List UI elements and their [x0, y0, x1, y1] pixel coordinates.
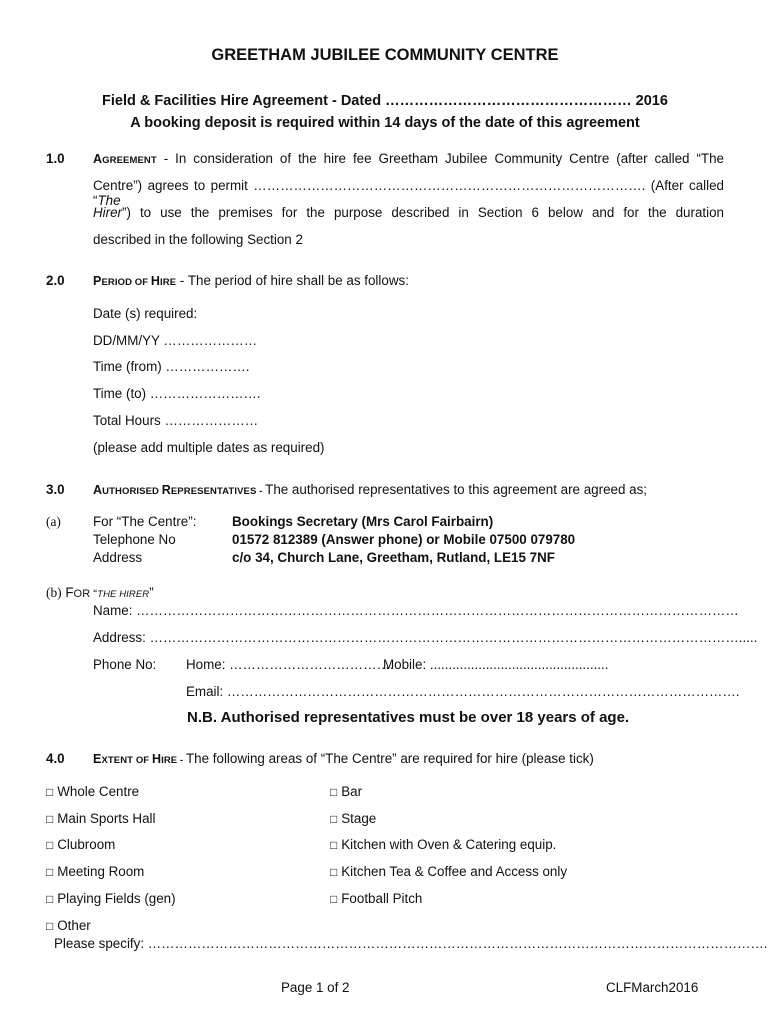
section-4-number: 4.0 — [46, 751, 65, 766]
section-4-intro: EXTENT OF HIRE - The following areas of “The Centre” are required for hire (please tick) — [93, 751, 594, 766]
option-main-sports-hall[interactable]: □ Main Sports Hall — [46, 811, 156, 826]
checkbox-icon[interactable]: □ — [330, 892, 338, 906]
section-1-line-3: Hirer”) to use the premises for the purpose described in Section 6 below and for the duration — [93, 205, 724, 220]
option-bar[interactable]: □ Bar — [330, 784, 363, 799]
document-code: CLFMarch2016 — [606, 980, 699, 995]
centre-contact-name: Bookings Secretary (Mrs Carol Fairbairn) — [232, 514, 494, 529]
total-hours-field[interactable]: Total Hours ………………… — [93, 413, 259, 428]
hirer-name-field[interactable]: Name: ……………………………………………………………………………………………………………………… — [93, 603, 739, 618]
agreement-subtitle: Field & Facilities Hire Agreement - Dated …………………………………………… 2016 — [102, 93, 668, 109]
checkbox-icon[interactable]: □ — [46, 785, 54, 799]
document-title: GREETHAM JUBILEE COMMUNITY CENTRE — [211, 46, 559, 64]
telephone-label: Telephone No — [93, 532, 176, 547]
age-requirement-note: N.B. Authorised representatives must be over 18 years of age. — [187, 709, 630, 726]
time-to-field[interactable]: Time (to) ……………………. — [93, 386, 261, 401]
section-1-line-1: AGREEMENT - In consideration of the hire fee Greetham Jubilee Community Centre (after called “The — [93, 151, 724, 166]
section-1-number: 1.0 — [46, 151, 65, 166]
checkbox-icon[interactable]: □ — [330, 785, 338, 799]
option-playing-fields[interactable]: □ Playing Fields (gen) — [46, 891, 176, 906]
time-from-field[interactable]: Time (from) ………………. — [93, 359, 250, 374]
checkbox-icon[interactable]: □ — [46, 838, 54, 852]
section-1-heading: AGREEMENT — [93, 152, 157, 166]
for-centre-label: For “The Centre”: — [93, 514, 197, 529]
checkbox-icon[interactable]: □ — [46, 865, 54, 879]
phone-label: Phone No: — [93, 657, 157, 672]
checkbox-icon[interactable]: □ — [330, 865, 338, 879]
checkbox-icon[interactable]: □ — [46, 892, 54, 906]
option-whole-centre[interactable]: □ Whole Centre — [46, 784, 140, 799]
section-2-intro: PERIOD OF HIRE - The period of hire shall be as follows: — [93, 273, 409, 288]
other-specify-field[interactable]: Please specify: …………………………………………………………………………………………………………………………. — [54, 936, 768, 951]
hirer-home-phone-field[interactable]: Home: ………………………………. — [186, 657, 394, 672]
option-kitchen-oven-catering[interactable]: □ Kitchen with Oven & Catering equip. — [330, 837, 557, 852]
section-3-heading: AUTHORISED REPRESENTATIVES - — [93, 483, 266, 497]
for-hirer-heading: (b) FOR “THE HIRER” — [46, 585, 154, 600]
item-a-label: (a) — [46, 514, 61, 529]
option-meeting-room[interactable]: □ Meeting Room — [46, 864, 145, 879]
multiple-dates-note: (please add multiple dates as required) — [93, 440, 325, 455]
option-other[interactable]: □ Other — [46, 918, 91, 933]
address-label: Address — [93, 550, 143, 565]
option-football-pitch[interactable]: □ Football Pitch — [330, 891, 423, 906]
date-required-label: Date (s) required: — [93, 306, 198, 321]
centre-contact-phone: 01572 812389 (Answer phone) or Mobile 07500 079780 — [232, 532, 576, 547]
deposit-notice: A booking deposit is required within 14 days of the date of this agreement — [130, 115, 640, 131]
section-1-line-4: described in the following Section 2 — [93, 232, 303, 247]
centre-contact-address: c/o 34, Church Lane, Greetham, Rutland, LE15 7NF — [232, 550, 555, 565]
section-1-line-2: Centre”) agrees to permit ……………………………………………………………………………. (After called “The — [93, 178, 724, 208]
section-2-heading: PERIOD OF HIRE — [93, 274, 177, 288]
section-2-number: 2.0 — [46, 273, 65, 288]
option-stage[interactable]: □ Stage — [330, 811, 377, 826]
option-clubroom[interactable]: □ Clubroom — [46, 837, 116, 852]
option-kitchen-tea-coffee[interactable]: □ Kitchen Tea & Coffee and Access only — [330, 864, 568, 879]
hirer-mobile-field[interactable]: Mobile: ................................................ — [383, 657, 609, 672]
checkbox-icon[interactable]: □ — [46, 919, 54, 933]
checkbox-icon[interactable]: □ — [330, 838, 338, 852]
section-3-intro: AUTHORISED REPRESENTATIVES - The authorised representatives to this agreement are agreed as; — [93, 482, 647, 497]
hirer-email-field[interactable]: Email: ……………………………………………………………………………………………………. — [186, 684, 740, 699]
section-3-number: 3.0 — [46, 482, 65, 497]
date-field[interactable]: DD/MM/YY ………………… — [93, 333, 258, 348]
checkbox-icon[interactable]: □ — [330, 812, 338, 826]
section-4-heading: EXTENT OF HIRE - — [93, 752, 186, 766]
page-number: Page 1 of 2 — [281, 980, 350, 995]
checkbox-icon[interactable]: □ — [46, 812, 54, 826]
hirer-address-field[interactable]: Address: ……………………………………………………………………………………………………………………..... — [93, 630, 758, 645]
